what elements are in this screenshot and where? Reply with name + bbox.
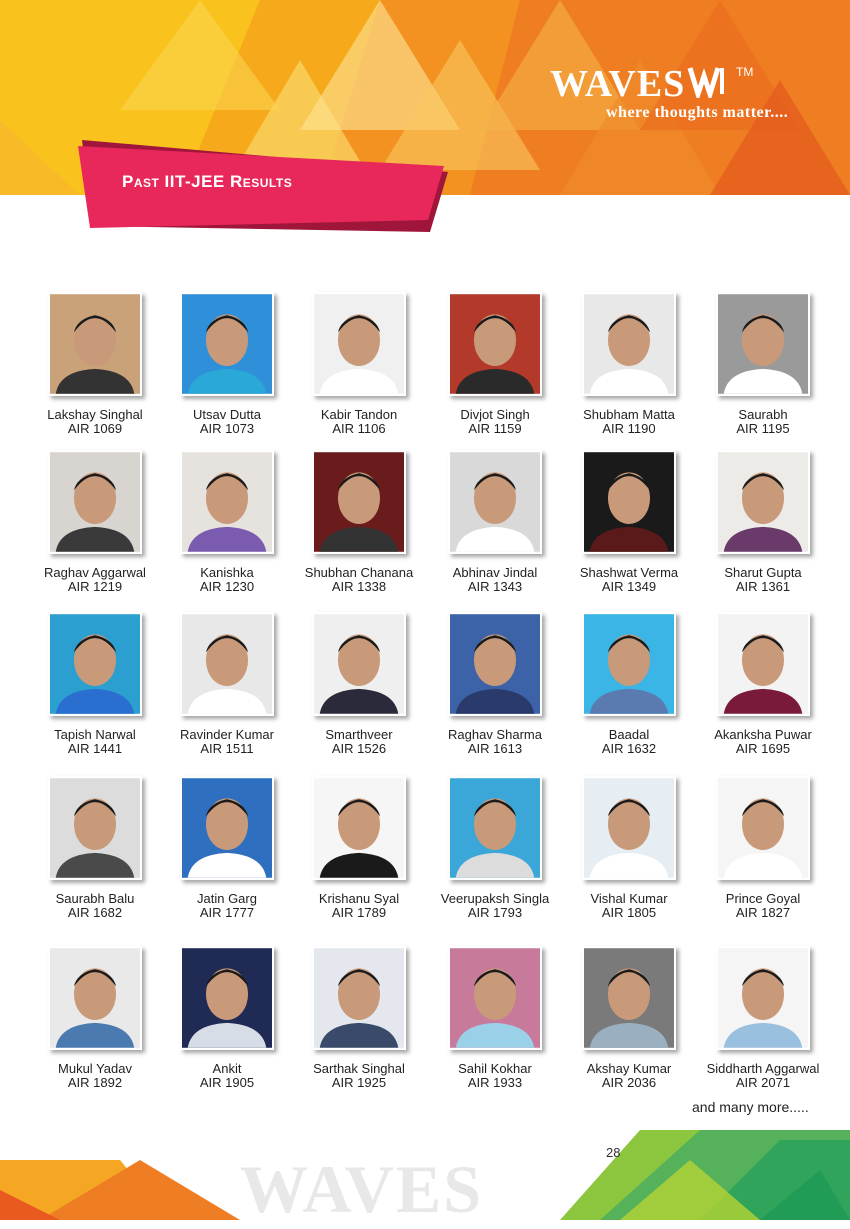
- student-name: Prince Goyal: [725, 891, 801, 906]
- student-portrait-icon: [450, 294, 540, 394]
- student-name: Sahil Kokhar: [458, 1061, 532, 1076]
- student-air-rank: AIR 1805: [601, 905, 657, 920]
- student-photo: [312, 946, 406, 1050]
- student-portrait-icon: [182, 294, 272, 394]
- student-air-rank: AIR 1159: [468, 421, 522, 436]
- student-photo: [180, 450, 274, 554]
- student-name: Veerupaksh Singla: [440, 891, 550, 906]
- student-name: Shubhan Chanana: [304, 565, 414, 580]
- student-air-rank: AIR 1195: [736, 421, 790, 436]
- student-portrait-icon: [718, 614, 808, 714]
- student-name: Lakshay Singhal: [47, 407, 143, 422]
- student-photo: [582, 612, 676, 716]
- student-name: Divjot Singh: [460, 407, 530, 422]
- student-air-rank: AIR 1933: [467, 1075, 523, 1090]
- student-photo: [716, 292, 810, 396]
- student-name: Saurabh: [738, 407, 788, 422]
- student-name: Jatin Garg: [197, 891, 257, 906]
- student-portrait-icon: [584, 452, 674, 552]
- student-name: Raghav Aggarwal: [44, 565, 146, 580]
- student-portrait-icon: [182, 452, 272, 552]
- student-photo: [716, 946, 810, 1050]
- student-portrait-icon: [314, 948, 404, 1048]
- student-air-rank: AIR 1069: [67, 421, 123, 436]
- student-air-rank: AIR 1892: [67, 1075, 123, 1090]
- section-title: Past IIT-JEE Results: [122, 172, 293, 191]
- student-air-rank: AIR 1441: [67, 741, 123, 756]
- student-portrait-icon: [584, 614, 674, 714]
- student-air-rank: AIR 1511: [200, 741, 254, 756]
- student-air-rank: AIR 1793: [467, 905, 523, 920]
- student-portrait-icon: [50, 778, 140, 878]
- student-air-rank: AIR 1343: [467, 579, 523, 594]
- student-portrait-icon: [450, 452, 540, 552]
- student-card: [678, 612, 848, 772]
- student-card: [678, 776, 848, 936]
- student-name: Kabir Tandon: [320, 407, 398, 422]
- student-photo: [48, 450, 142, 554]
- trademark-symbol: TM: [736, 65, 754, 79]
- student-card: [678, 946, 848, 1106]
- student-portrait-icon: [584, 294, 674, 394]
- student-photo: [582, 450, 676, 554]
- student-air-rank: AIR 1789: [331, 905, 387, 920]
- student-portrait-icon: [584, 778, 674, 878]
- student-air-rank: AIR 2036: [601, 1075, 657, 1090]
- student-card: [678, 292, 848, 452]
- student-portrait-icon: [314, 294, 404, 394]
- student-air-rank: AIR 1073: [199, 421, 255, 436]
- student-photo: [312, 450, 406, 554]
- student-air-rank: AIR 1338: [331, 579, 387, 594]
- student-portrait-icon: [314, 452, 404, 552]
- student-air-rank: AIR 1526: [331, 741, 387, 756]
- student-portrait-icon: [314, 778, 404, 878]
- student-name: Ravinder Kumar: [180, 727, 274, 742]
- page-number: 28: [606, 1145, 621, 1160]
- student-air-rank: AIR 1682: [67, 905, 123, 920]
- student-portrait-icon: [314, 614, 404, 714]
- waves-logo: [550, 62, 820, 132]
- student-photo: [48, 292, 142, 396]
- student-air-rank: AIR 1349: [601, 579, 657, 594]
- student-name: Akanksha Puwar: [714, 727, 812, 742]
- student-air-rank: AIR 1925: [331, 1075, 387, 1090]
- student-name: Vishal Kumar: [590, 891, 668, 906]
- student-name: Shashwat Verma: [579, 565, 679, 580]
- student-name: Shubham Matta: [583, 407, 675, 422]
- student-name: Smarthveer: [325, 727, 393, 742]
- student-photo: [48, 776, 142, 880]
- student-air-rank: AIR 2071: [735, 1075, 791, 1090]
- student-photo: [448, 612, 542, 716]
- student-air-rank: AIR 1632: [601, 741, 657, 756]
- student-portrait-icon: [50, 452, 140, 552]
- student-photo: [180, 776, 274, 880]
- student-name: Ankit: [212, 1061, 242, 1076]
- student-photo: [448, 450, 542, 554]
- student-photo: [582, 292, 676, 396]
- student-air-rank: AIR 1361: [735, 579, 791, 594]
- student-name: Akshay Kumar: [586, 1061, 672, 1076]
- student-name: Saurabh Balu: [55, 891, 135, 906]
- student-name: Tapish Narwal: [54, 727, 136, 742]
- student-portrait-icon: [182, 614, 272, 714]
- student-photo: [180, 946, 274, 1050]
- student-portrait-icon: [584, 948, 674, 1048]
- closing-note: and many more.....: [692, 1099, 809, 1115]
- student-photo: [312, 776, 406, 880]
- student-name: Krishanu Syal: [318, 891, 400, 906]
- student-photo: [582, 946, 676, 1050]
- student-photo: [180, 292, 274, 396]
- student-photo: [312, 292, 406, 396]
- student-air-rank: AIR 1695: [735, 741, 791, 756]
- student-card: [678, 450, 848, 610]
- student-photo: [716, 776, 810, 880]
- student-name: Abhinav Jindal: [452, 565, 538, 580]
- student-air-rank: AIR 1219: [67, 579, 123, 594]
- student-portrait-icon: [718, 452, 808, 552]
- footer-watermark: WAVES: [240, 1151, 484, 1227]
- student-portrait-icon: [450, 778, 540, 878]
- student-name: Utsav Dutta: [193, 407, 261, 422]
- student-portrait-icon: [50, 614, 140, 714]
- student-name: Mukul Yadav: [58, 1061, 132, 1076]
- logo-tagline: where thoughts matter....: [606, 104, 789, 121]
- student-photo: [180, 612, 274, 716]
- student-photo: [48, 612, 142, 716]
- student-photo: [716, 612, 810, 716]
- student-photo: [448, 292, 542, 396]
- student-portrait-icon: [450, 614, 540, 714]
- student-photo: [582, 776, 676, 880]
- student-photo: [312, 612, 406, 716]
- student-portrait-icon: [718, 294, 808, 394]
- student-air-rank: AIR 1106: [332, 421, 386, 436]
- student-air-rank: AIR 1190: [602, 421, 656, 436]
- student-name: Siddharth Aggarwal: [706, 1061, 820, 1076]
- student-name: Kanishka: [200, 565, 254, 580]
- student-name: Raghav Sharma: [448, 727, 542, 742]
- student-portrait-icon: [50, 948, 140, 1048]
- student-portrait-icon: [718, 778, 808, 878]
- student-portrait-icon: [182, 948, 272, 1048]
- student-air-rank: AIR 1777: [199, 905, 255, 920]
- student-photo: [448, 946, 542, 1050]
- student-name: Baadal: [608, 727, 650, 742]
- student-portrait-icon: [50, 294, 140, 394]
- student-photo: [716, 450, 810, 554]
- student-air-rank: AIR 1230: [199, 579, 255, 594]
- student-name: Sharut Gupta: [724, 565, 802, 580]
- student-portrait-icon: [450, 948, 540, 1048]
- logo-wordmark: WAVES: [550, 63, 686, 105]
- student-photo: [48, 946, 142, 1050]
- waves-mark-icon: [686, 64, 732, 98]
- student-air-rank: AIR 1827: [735, 905, 791, 920]
- student-photo: [448, 776, 542, 880]
- student-air-rank: AIR 1613: [467, 741, 523, 756]
- student-air-rank: AIR 1905: [199, 1075, 255, 1090]
- student-portrait-icon: [718, 948, 808, 1048]
- student-name: Sarthak Singhal: [313, 1061, 405, 1076]
- student-portrait-icon: [182, 778, 272, 878]
